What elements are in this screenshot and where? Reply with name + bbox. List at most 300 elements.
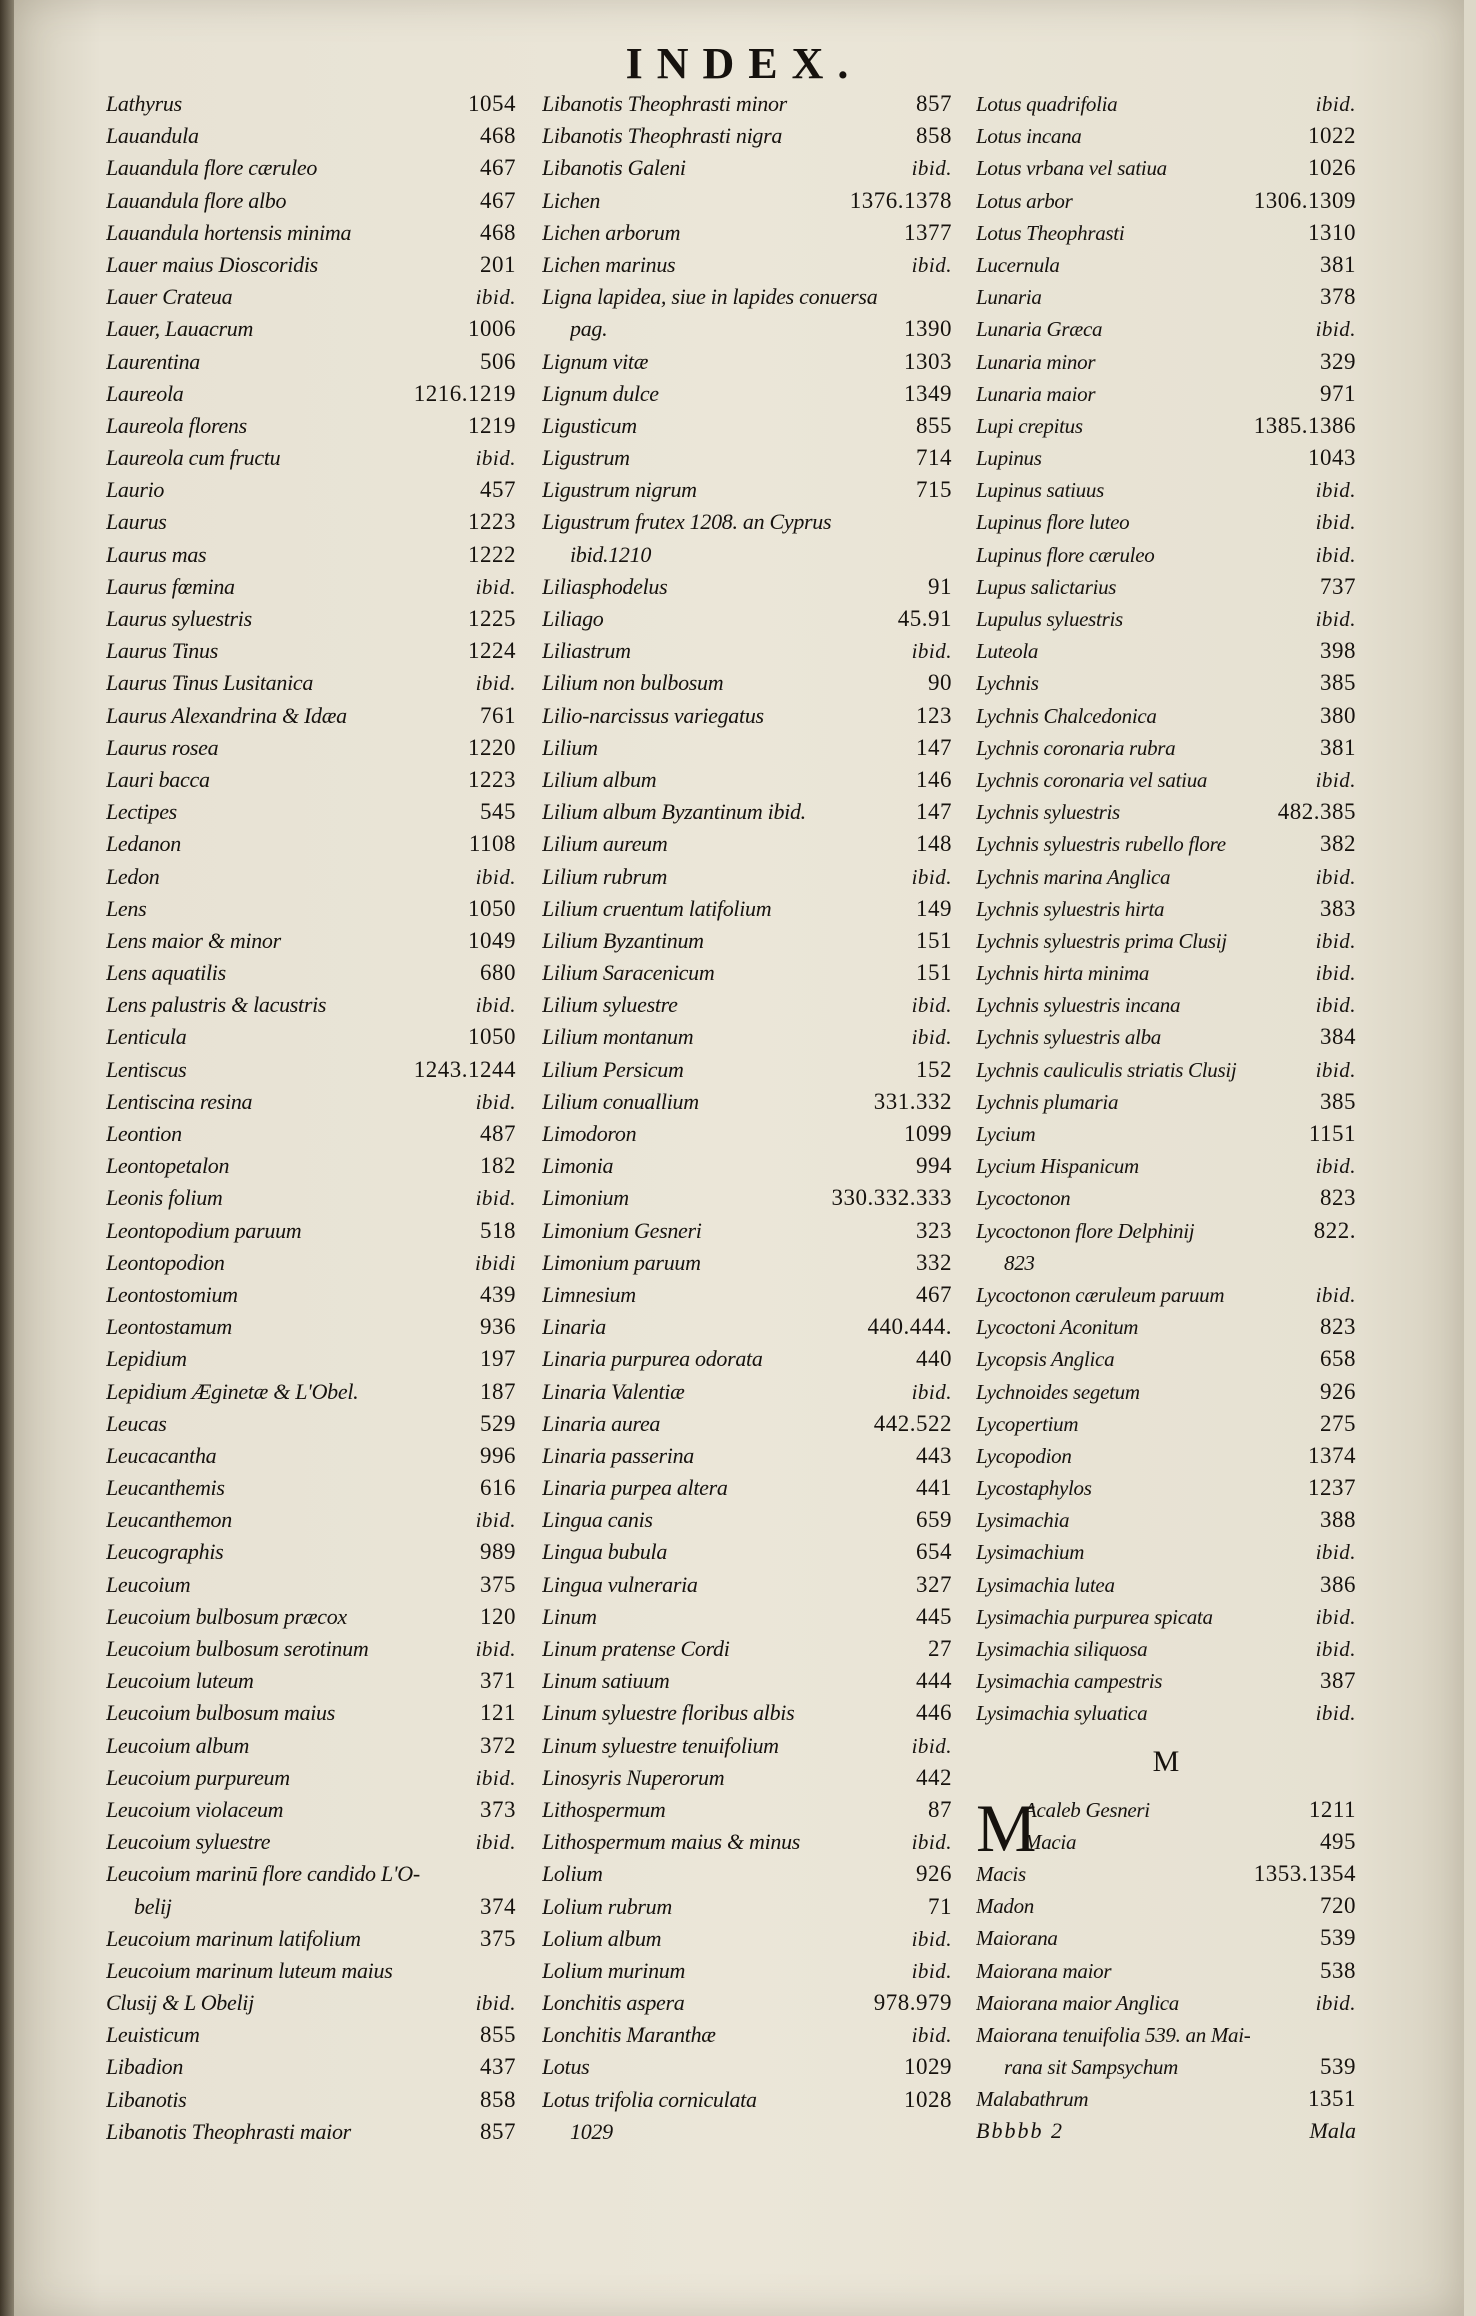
- index-entry: [106, 1633, 516, 1665]
- index-term: Lysimachia siliquosa: [976, 1637, 1148, 1661]
- index-entry: [976, 1922, 1356, 1954]
- index-term: Lychnis Chalcedonica: [976, 703, 1157, 728]
- page-reference: 857: [480, 2118, 516, 2144]
- page-reference: ibid.: [1315, 510, 1356, 535]
- page-reference: ibid.: [1315, 92, 1356, 116]
- index-term: Lilium album: [542, 766, 657, 792]
- index-entry: [542, 1472, 952, 1504]
- index-entry: [106, 217, 516, 249]
- index-term: Laurus fœmina: [106, 573, 235, 599]
- page-reference: 149: [916, 895, 952, 921]
- page-reference: ibid.: [1315, 317, 1356, 342]
- index-entry: [106, 1569, 516, 1601]
- page-title: INDEX.: [625, 39, 863, 88]
- index-term: Laurentina: [106, 348, 200, 374]
- index-term: Linum pratense Cordi: [542, 1636, 730, 1661]
- page-reference: 467: [480, 187, 516, 213]
- index-term: Lilium Persicum: [542, 1056, 684, 1082]
- index-entry: [976, 1343, 1356, 1375]
- page-reference: 1385.1386: [1253, 412, 1356, 438]
- index-entry: [976, 1376, 1356, 1408]
- page-reference: 994: [916, 1153, 952, 1179]
- index-entry: [976, 1279, 1356, 1311]
- index-entry: [542, 571, 952, 603]
- page-reference: 91: [928, 573, 952, 599]
- index-entry: [542, 1343, 952, 1375]
- page-reference: 384: [1320, 1024, 1356, 1050]
- index-entry: [542, 185, 952, 217]
- index-term: Leontostamum: [106, 1314, 232, 1340]
- page-reference: 383: [1320, 895, 1356, 921]
- page-reference: ibid.: [911, 1733, 952, 1758]
- index-term: Leucoium: [106, 1571, 191, 1597]
- index-entry: [542, 249, 952, 281]
- page-reference: 148: [916, 831, 952, 857]
- index-term: Linaria purpurea odorata: [542, 1346, 763, 1372]
- index-entry: [542, 313, 952, 345]
- index-entry: [542, 828, 952, 860]
- page-reference: ibid.: [911, 252, 952, 277]
- index-entry: [542, 1150, 952, 1182]
- page-reference: 381: [1320, 251, 1356, 277]
- index-entry: [542, 1021, 952, 1053]
- index-term: Lychnis marina Anglica: [976, 864, 1171, 889]
- index-entry: [976, 249, 1356, 281]
- index-entry: [106, 1408, 516, 1440]
- page-reference: 1351: [1308, 2086, 1356, 2112]
- index-term: Laureola florens: [106, 412, 247, 438]
- page-reference: 858: [916, 123, 952, 149]
- index-entry: [106, 1472, 516, 1504]
- page-reference: ibid.: [1315, 1604, 1356, 1629]
- page-reference: 375: [480, 1925, 516, 1951]
- index-entry: [976, 1086, 1356, 1118]
- page-reference: 858: [480, 2086, 516, 2112]
- page-reference: 720: [1320, 1893, 1356, 1919]
- index-term: Lectipes: [106, 799, 177, 825]
- index-entry: [106, 1054, 516, 1086]
- index-entry: [106, 603, 516, 635]
- page-reference: 1099: [904, 1121, 952, 1146]
- index-term: Maiorana maior: [976, 1958, 1112, 1983]
- index-entry: [542, 1697, 952, 1729]
- page-reference: 378: [1320, 284, 1356, 310]
- index-entry: [542, 957, 952, 989]
- page-reference: 680: [480, 960, 516, 986]
- page-reference: 761: [480, 702, 516, 728]
- page-reference: 989: [480, 1539, 516, 1565]
- index-entry: [106, 152, 516, 184]
- page-reference: ibid.: [911, 639, 952, 664]
- index-entry: [542, 1086, 952, 1118]
- index-entry: [976, 1472, 1356, 1504]
- index-term: Lychnoides segetum: [976, 1379, 1140, 1404]
- page-reference: ibid.: [1315, 1990, 1356, 2015]
- page-reference: ibid.: [1315, 1637, 1356, 1661]
- page-reference: 1390: [904, 316, 952, 342]
- index-term: Lychnis syluestris hirta: [976, 896, 1165, 921]
- index-entry: [976, 796, 1356, 828]
- index-entry: [976, 1311, 1356, 1343]
- page-reference: 857: [916, 91, 952, 116]
- index-entry: [106, 1182, 516, 1214]
- index-entry: [542, 1858, 952, 1890]
- page-reference: 468: [480, 219, 516, 245]
- index-entry: [542, 1247, 952, 1279]
- index-entry: [106, 764, 516, 796]
- index-entry: [106, 1923, 516, 1955]
- index-term: belij: [134, 1893, 172, 1919]
- index-term: Leucoium marinū flore candido L'O-: [106, 1861, 420, 1887]
- index-term: Lunaria maior: [976, 381, 1096, 406]
- page-reference: ibid.: [475, 671, 516, 696]
- index-term: Leucanthemon: [106, 1507, 232, 1533]
- index-term: Laurus Alexandrina & Idæa: [106, 702, 347, 728]
- index-entry: [976, 88, 1356, 120]
- index-term: Maiorana: [976, 1926, 1058, 1951]
- index-term: Lycium: [976, 1122, 1036, 1146]
- page-footer: [976, 2115, 1356, 2147]
- index-entry: [976, 1247, 1356, 1279]
- index-term: Lycopodion: [976, 1443, 1072, 1468]
- index-entry: [542, 1215, 952, 1247]
- index-entry: [106, 1247, 516, 1279]
- index-entry: [106, 1697, 516, 1729]
- index-term: Linaria purpea altera: [542, 1475, 728, 1501]
- page-reference: 1303: [904, 348, 952, 374]
- page-reference: 1049: [468, 927, 516, 953]
- page-reference: 545: [480, 799, 516, 825]
- index-term: Lotus vrbana vel satiua: [976, 156, 1167, 181]
- index-term: Lotus quadrifolia: [976, 92, 1118, 116]
- index-entry: [542, 700, 952, 732]
- index-term: Lupus salictarius: [976, 574, 1117, 599]
- page-reference: 182: [480, 1153, 516, 1179]
- index-term: Lychnis syluestris alba: [976, 1025, 1161, 1050]
- index-entry: [106, 925, 516, 957]
- index-term: Lychnis syluestris: [976, 800, 1120, 825]
- index-entry: [976, 989, 1356, 1021]
- index-term: Lonchitis aspera: [542, 1990, 685, 2016]
- index-entry: [976, 828, 1356, 860]
- index-term: Lychnis plumaria: [976, 1089, 1119, 1114]
- m-section: [976, 1789, 1356, 2116]
- page-reference: 444: [916, 1668, 952, 1694]
- page-reference: 146: [916, 766, 952, 792]
- page-reference: 1028: [904, 2086, 952, 2112]
- index-entry: [542, 1376, 952, 1408]
- index-term: Lonchitis Maranthæ: [542, 2022, 716, 2048]
- index-term: Lycoctoni Aconitum: [976, 1315, 1139, 1340]
- index-entry: [106, 1858, 516, 1890]
- index-entry: [976, 1215, 1356, 1247]
- index-entry: [106, 2051, 516, 2083]
- index-term: Lauri bacca: [106, 766, 210, 792]
- page-reference: 201: [480, 251, 516, 277]
- index-entry: [542, 732, 952, 764]
- index-term: Lingua canis: [542, 1507, 653, 1533]
- index-term: Acaleb Gesneri: [1024, 1797, 1150, 1822]
- page-reference: ibid.: [475, 1186, 516, 1211]
- index-term: Limonia: [542, 1153, 614, 1179]
- page-reference: 147: [916, 799, 952, 825]
- index-term: Leucacantha: [106, 1442, 217, 1468]
- page-reference: 1374: [1308, 1442, 1356, 1468]
- index-entry: [106, 700, 516, 732]
- page-reference: 659: [916, 1507, 952, 1533]
- index-term: Lilium syluestre: [542, 992, 678, 1018]
- page-reference: ibid.: [475, 1089, 516, 1114]
- index-entry: [106, 506, 516, 538]
- page-reference: 151: [916, 960, 952, 986]
- index-entry: [976, 2051, 1356, 2083]
- page-reference: ibid.: [911, 993, 952, 1018]
- index-term: Lolium murinum: [542, 1957, 686, 1983]
- index-term: Lauandula hortensis minima: [106, 219, 352, 245]
- index-entry: [106, 667, 516, 699]
- index-term: Lilium montanum: [542, 1024, 694, 1050]
- index-term: Lysimachia lutea: [976, 1572, 1115, 1597]
- index-entry: [106, 635, 516, 667]
- page-reference: 437: [480, 2054, 516, 2080]
- index-term: Lychnis syluestris incana: [976, 993, 1181, 1018]
- index-entry: [542, 1311, 952, 1343]
- index-entry: [976, 1504, 1356, 1536]
- page-reference: ibid.: [911, 156, 952, 181]
- page-reference: ibid.: [911, 1926, 952, 1951]
- index-entry: [976, 120, 1356, 152]
- page-reference: 443: [916, 1442, 952, 1468]
- index-term: Lucernula: [976, 252, 1060, 277]
- page-reference: 442.522: [873, 1410, 952, 1436]
- page-reference: 151: [916, 927, 952, 953]
- index-entry: [976, 635, 1356, 667]
- index-term: Lupinus flore luteo: [976, 510, 1130, 535]
- index-term: Libanotis Galeni: [542, 155, 686, 181]
- index-entry: [976, 1536, 1356, 1568]
- page-reference: 1108: [468, 831, 516, 857]
- index-term: Lotus trifolia corniculata: [542, 2086, 757, 2112]
- page-reference: 457: [480, 477, 516, 503]
- page-reference: 123: [916, 702, 952, 728]
- index-term: Lycopsis Anglica: [976, 1347, 1115, 1372]
- index-term: Malabathrum: [976, 2087, 1089, 2112]
- index-column-3: [976, 88, 1356, 2147]
- page-reference: 936: [480, 1314, 516, 1340]
- index-entry: [976, 1569, 1356, 1601]
- page-reference: ibid.: [475, 1637, 516, 1661]
- index-term: Lilium cruentum latifolium: [542, 895, 772, 921]
- index-term: Ligustrum: [542, 445, 630, 471]
- page-reference: 978.979: [873, 1990, 952, 2016]
- index-entry: [976, 1665, 1356, 1697]
- index-term: Lysimachia purpurea spicata: [976, 1604, 1213, 1629]
- page-reference: ibid.: [475, 574, 516, 599]
- page-reference: 381: [1320, 734, 1356, 760]
- page-reference: ibid.: [911, 864, 952, 889]
- index-term: 823: [1004, 1250, 1035, 1275]
- index-term: Lichen arborum: [542, 219, 681, 245]
- page-reference: 440: [916, 1346, 952, 1372]
- page-reference: 1151: [1308, 1121, 1356, 1146]
- page-reference: 187: [480, 1378, 516, 1404]
- page-reference: 380: [1320, 702, 1356, 728]
- page-reference: 374: [480, 1893, 516, 1919]
- index-term: Laurus Tinus: [106, 638, 218, 664]
- index-term: Limodoron: [542, 1121, 637, 1146]
- index-entry: [976, 1987, 1356, 2019]
- page-reference: 487: [480, 1121, 516, 1146]
- page-reference: ibid.: [1315, 864, 1356, 889]
- index-entry: [106, 1440, 516, 1472]
- page-reference: 398: [1320, 638, 1356, 664]
- page-reference: 996: [480, 1442, 516, 1468]
- index-entry: [542, 474, 952, 506]
- index-entry: [542, 1440, 952, 1472]
- index-term: Linum satiuum: [542, 1668, 670, 1694]
- index-term: Lolium rubrum: [542, 1893, 672, 1919]
- index-term: Lychnis syluestris rubello flore: [976, 832, 1226, 857]
- index-entry: [542, 281, 952, 313]
- index-entry: [542, 893, 952, 925]
- index-entry: [542, 1118, 952, 1150]
- index-entry: [976, 281, 1356, 313]
- index-term: Lithospermum maius & minus: [542, 1829, 801, 1855]
- index-term: Lilium Saracenicum: [542, 960, 715, 986]
- index-entry: [542, 2084, 952, 2116]
- page-reference: ibid.: [1315, 1154, 1356, 1179]
- page-reference: 823: [1320, 1314, 1356, 1340]
- index-term: Leontion: [106, 1121, 182, 1146]
- index-entry: [106, 378, 516, 410]
- index-term: Leontopetalon: [106, 1153, 230, 1179]
- index-term: Lupi crepitus: [976, 413, 1083, 438]
- index-term: Lenticula: [106, 1024, 187, 1050]
- index-term: Lycium Hispanicum: [976, 1154, 1139, 1179]
- index-entry: [976, 893, 1356, 925]
- index-term: Luteola: [976, 639, 1039, 664]
- index-entry: [542, 539, 952, 571]
- index-entry: [976, 2083, 1356, 2115]
- index-term: Lotus incana: [976, 124, 1082, 149]
- page-reference: 467: [480, 155, 516, 181]
- index-term: Leucoium bulbosum præcox: [106, 1603, 347, 1629]
- index-entry: [106, 2084, 516, 2116]
- index-entry: [106, 1987, 516, 2019]
- index-term: Laurus: [106, 509, 167, 535]
- index-entry: [976, 1440, 1356, 1472]
- index-entry: [976, 313, 1356, 345]
- index-term: Lilium conuallium: [542, 1088, 699, 1114]
- index-term: Lychnis cauliculis striatis Clusij: [976, 1057, 1237, 1082]
- page-reference: 445: [916, 1603, 952, 1629]
- index-term: Lepidium: [106, 1346, 187, 1372]
- index-entry: [106, 893, 516, 925]
- index-entry: [106, 1826, 516, 1858]
- index-term: Lysimachia syluatica: [976, 1701, 1148, 1726]
- index-entry: [542, 1923, 952, 1955]
- page-reference: 616: [480, 1475, 516, 1501]
- index-entry: [106, 957, 516, 989]
- page-reference: ibid.: [475, 993, 516, 1018]
- index-term: Madon: [976, 1894, 1034, 1919]
- page-reference: 1377: [904, 219, 952, 245]
- index-term: Ledanon: [106, 831, 181, 857]
- index-term: Leucoium album: [106, 1732, 250, 1758]
- page-reference: ibid.: [1315, 607, 1356, 631]
- index-term: Macis: [976, 1861, 1026, 1886]
- page-reference: 442: [916, 1764, 952, 1790]
- index-term: Lauandula: [106, 123, 199, 149]
- index-term: Limonium: [542, 1185, 629, 1211]
- index-entry: [976, 1182, 1356, 1214]
- page-reference: 1050: [468, 895, 516, 921]
- drop-cap-m: M: [976, 1789, 1037, 1866]
- index-term: Libanotis: [106, 2086, 187, 2112]
- index-term: Lepidium Æginetæ & L'Obel.: [106, 1378, 359, 1404]
- index-term: Clusij & L Obelij: [106, 1990, 254, 2016]
- index-term: Libadion: [106, 2054, 184, 2080]
- index-term: Laurus mas: [106, 541, 207, 567]
- catchword: Mala: [1309, 2118, 1356, 2144]
- page-reference: 329: [1320, 348, 1356, 374]
- page-reference: 385: [1320, 1088, 1356, 1114]
- index-term: Leontostomium: [106, 1281, 238, 1307]
- page-reference: 440.444.: [867, 1314, 952, 1340]
- index-term: Lauandula flore albo: [106, 187, 287, 213]
- page-reference: 658: [1320, 1346, 1356, 1372]
- index-entry: [542, 1826, 952, 1858]
- index-term: Lathyrus: [106, 91, 182, 116]
- index-entry: [976, 378, 1356, 410]
- page-reference: 506: [480, 348, 516, 374]
- index-entry: [976, 1697, 1356, 1729]
- index-term: Lilium rubrum: [542, 863, 668, 889]
- index-entry: [976, 1150, 1356, 1182]
- index-term: Lilio-narcissus variegatus: [542, 702, 764, 728]
- index-term: Lilium album Byzantinum ibid.: [542, 799, 806, 825]
- index-term: Laurus Tinus Lusitanica: [106, 670, 314, 696]
- index-entry: [542, 1633, 952, 1665]
- index-entry: [976, 571, 1356, 603]
- index-entry: [106, 88, 516, 120]
- index-entry: [106, 571, 516, 603]
- index-entry: [106, 1215, 516, 1247]
- page-reference: 1349: [904, 380, 952, 406]
- index-term: Liliastrum: [542, 638, 631, 664]
- index-entry: [106, 1762, 516, 1794]
- index-term: Linum syluestre tenuifolium: [542, 1732, 779, 1758]
- index-entry: [976, 2019, 1356, 2051]
- page-reference: 371: [480, 1668, 516, 1694]
- index-term: Lichen: [542, 187, 601, 213]
- index-entry: [106, 1665, 516, 1697]
- index-entry: [976, 1633, 1356, 1665]
- index-term: Liliasphodelus: [542, 573, 668, 599]
- index-entry: [542, 1504, 952, 1536]
- index-entry: [976, 539, 1356, 571]
- index-entry: [542, 1987, 952, 2019]
- index-entry: [106, 1343, 516, 1375]
- page-reference: 121: [480, 1700, 516, 1726]
- page-reference: ibid.: [1315, 767, 1356, 792]
- index-term: Lentiscus: [106, 1056, 187, 1082]
- page-reference: ibid.: [1315, 478, 1356, 503]
- signature-mark: Bbbbb 2: [976, 2118, 1064, 2144]
- index-term: Limonium paruum: [542, 1249, 701, 1275]
- index-term: ibid.1210: [570, 541, 652, 567]
- index-entry: [976, 1408, 1356, 1440]
